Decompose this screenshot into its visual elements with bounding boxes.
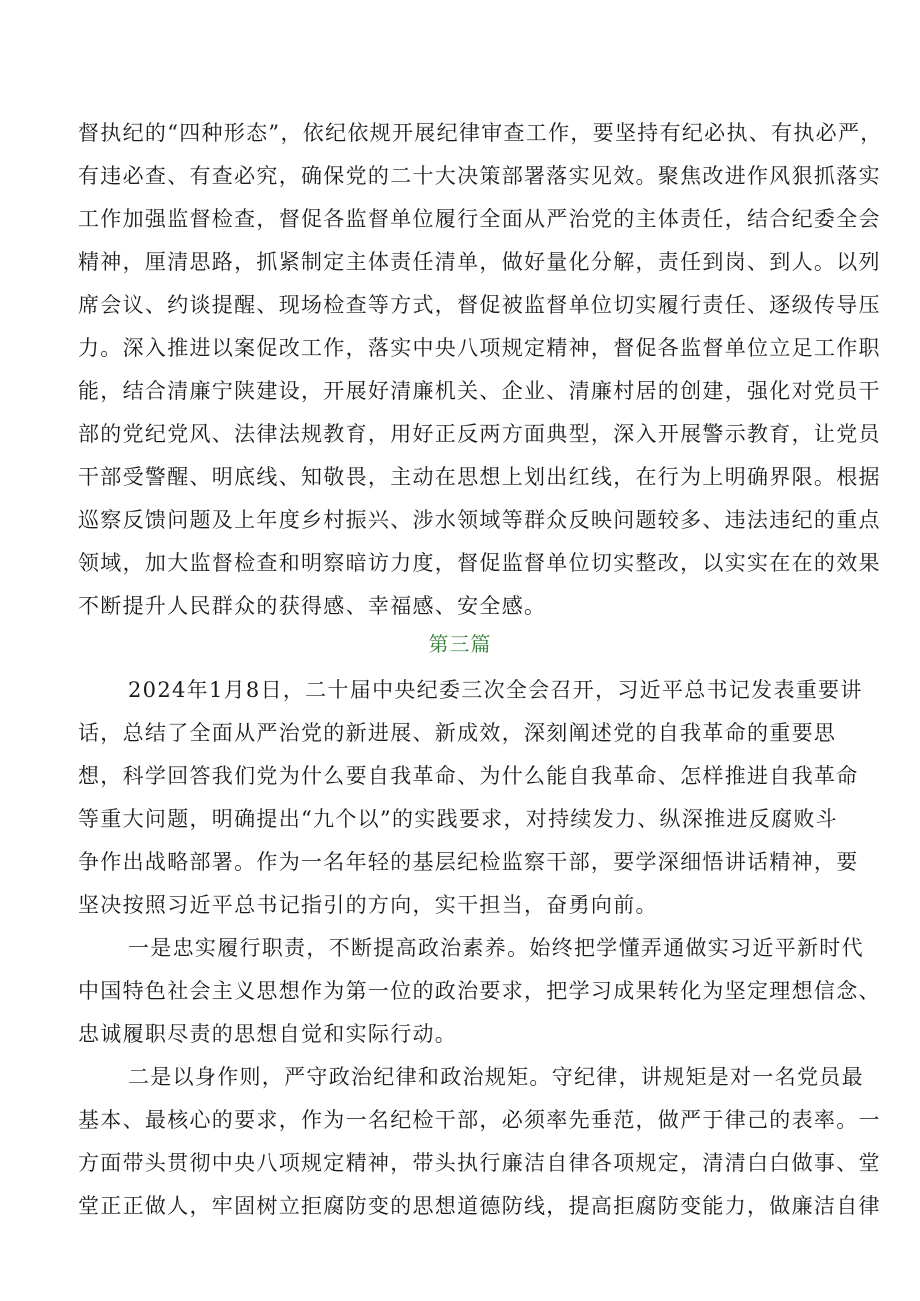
paragraph-line: 有违必查、有查必究，确保党的二十大决策部署落实见效。聚焦改进作风狠抓落实 [78, 164, 881, 188]
paragraph-line: 力。深入推进以案促改工作，落实中央八项规定精神，督促各监督单位立足工作职 [78, 336, 881, 360]
paragraph-line: 2024年1月8日，二十届中央纪委三次全会召开，习近平总书记发表重要讲 [128, 678, 863, 702]
paragraph-line: 中国特色社会主义思想作为第一位的政治要求，把学习成果转化为坚定理想信念、 [78, 979, 881, 1003]
paragraph-line: 工作加强监督检查，督促各监督单位履行全面从严治党的主体责任，结合纪委全会 [78, 207, 881, 231]
paragraph-line: 干部受警醒、明底线、知敬畏，主动在思想上划出红线，在行为上明确界限。根据 [78, 465, 881, 489]
paragraph-line: 巡察反馈问题及上年度乡村振兴、涉水领域等群众反映问题较多、违法违纪的重点 [78, 508, 881, 532]
section-heading: 第三篇 [428, 632, 492, 656]
paragraph-line: 部的党纪党风、法律法规教育，用好正反两方面典型，深入开展警示教育，让党员 [78, 422, 881, 446]
paragraph-line: 堂正正做人，牢固树立拒腐防变的思想道德防线，提高拒腐防变能力，做廉洁自律 [78, 1194, 881, 1218]
paragraph-line: 二是以身作则，严守政治纪律和政治规矩。守纪律，讲规矩是对一名党员最 [128, 1065, 864, 1089]
paragraph-line: 争作出战略部署。作为一名年轻的基层纪检监察干部，要学深细悟讲话精神，要 [78, 850, 859, 874]
paragraph-line: 席会议、约谈提醒、现场检查等方式，督促被监督单位切实履行责任、逐级传导压 [78, 293, 881, 317]
paragraph-line: 领域，加大监督检查和明察暗访力度，督促监督单位切实整改，以实实在在的效果 [78, 551, 881, 575]
paragraph-line: 话，总结了全面从严治党的新进展、新成效，深刻阐述党的自我革命的重要思 [78, 721, 837, 745]
paragraph-line: 基本、最核心的要求，作为一名纪检干部，必须率先垂范，做严于律己的表率。一 [78, 1108, 881, 1132]
paragraph-line: 等重大问题，明确提出“九个以”的实践要求，对持续发力、纵深推进反腐败斗 [78, 807, 838, 831]
paragraph-line: 忠诚履职尽责的思想自觉和实际行动。 [78, 1022, 458, 1046]
paragraph-line: 能，结合清廉宁陕建设，开展好清廉机关、企业、清廉村居的创建，强化对党员干 [78, 379, 881, 403]
paragraph-line: 一是忠实履行职责，不断提高政治素养。始终把学懂弄通做实习近平新时代 [128, 936, 864, 960]
paragraph-line: 想，科学回答我们党为什么要自我革命、为什么能自我革命、怎样推进自我革命 [78, 764, 859, 788]
paragraph-line: 精神，厘清思路，抓紧制定主体责任清单，做好量化分解，责任到岗、到人。以列 [78, 250, 881, 274]
paragraph-line: 不断提升人民群众的获得感、幸福感、安全感。 [78, 594, 547, 618]
paragraph-line: 方面带头贯彻中央八项规定精神，带头执行廉洁自律各项规定，清清白白做事、堂 [78, 1151, 881, 1175]
paragraph-line: 坚决按照习近平总书记指引的方向，实干担当，奋勇向前。 [78, 893, 658, 917]
paragraph-line: 督执纪的“四种形态”，依纪依规开展纪律审查工作，要坚持有纪必执、有执必严， [78, 121, 883, 145]
